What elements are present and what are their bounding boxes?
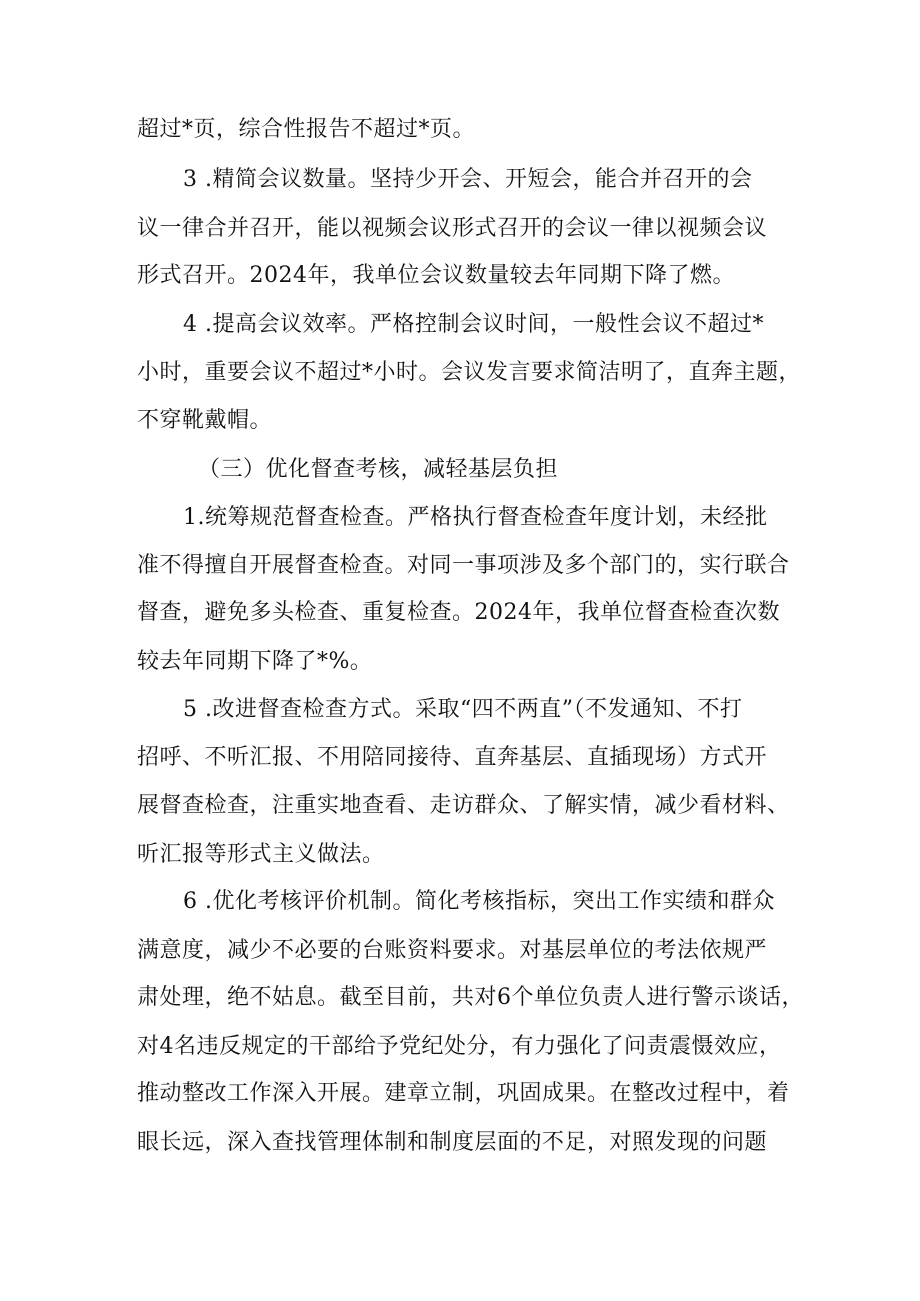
text-line: 肃处理，绝不姑息。截至目前，共对6个单位负责人进行警示谈话， [137, 985, 804, 1010]
text-line: 小时，重要会议不超过*小时。会议发言要求简洁明了，直奔主题， [137, 360, 802, 385]
text-line: 6 .优化考核评价机制。简化考核指标，突出工作实绩和群众 [183, 889, 775, 914]
text-line: 5 .改进督查检查方式。采取“四不两直”（不发通知、不打 [183, 697, 743, 722]
text-line: 议一律合并召开，能以视频会议形式召开的会议一律以视频会议 [137, 216, 768, 241]
text-line: 超过*页，综合性报告不超过*页。 [137, 117, 476, 142]
text-line: 不穿靴戴帽。 [137, 408, 273, 433]
text-line: 准不得擅自开展督查检查。对同一事项涉及多个部门的，实行联合 [137, 553, 790, 578]
text-line: 1.统筹规范督查检查。严格执行督查检查年度计划，未经批 [183, 505, 768, 530]
text-line: 督查，避免多头检查、重复检查。2024年，我单位督查检查次数 [137, 600, 780, 625]
text-line: 4 .提高会议效率。严格控制会议时间，一般性会议不超过* [183, 312, 764, 337]
text-line: 对4名违反规定的干部给予党纪处分，有力强化了问责震慑效应， [137, 1034, 782, 1059]
text-line: 眼长远，深入查找管理体制和制度层面的不足，对照发现的问题 [137, 1130, 768, 1155]
text-line: 较去年同期下降了*%。 [137, 649, 373, 674]
text-line: 招呼、不听汇报、不用陪同接待、直奔基层、直插现场）方式开 [137, 745, 768, 770]
text-line: 推动整改工作深入开展。建章立制，巩固成果。在整改过程中，着 [137, 1081, 790, 1106]
section-heading: （三）优化督查考核，减轻基层负担 [198, 457, 559, 482]
text-line: 形式召开。2024年，我单位会议数量较去年同期下降了燃。 [137, 263, 735, 288]
text-line: 3 .精简会议数量。坚持少开会、开短会，能合并召开的会 [183, 167, 753, 192]
text-line: 听汇报等形式主义做法。 [137, 842, 385, 867]
text-line: 满意度，减少不必要的台账资料要求。对基层单位的考法依规严 [137, 938, 768, 963]
text-line: 展督查检查，注重实地查看、走访群众、了解实情，减少看材料、 [137, 793, 790, 818]
